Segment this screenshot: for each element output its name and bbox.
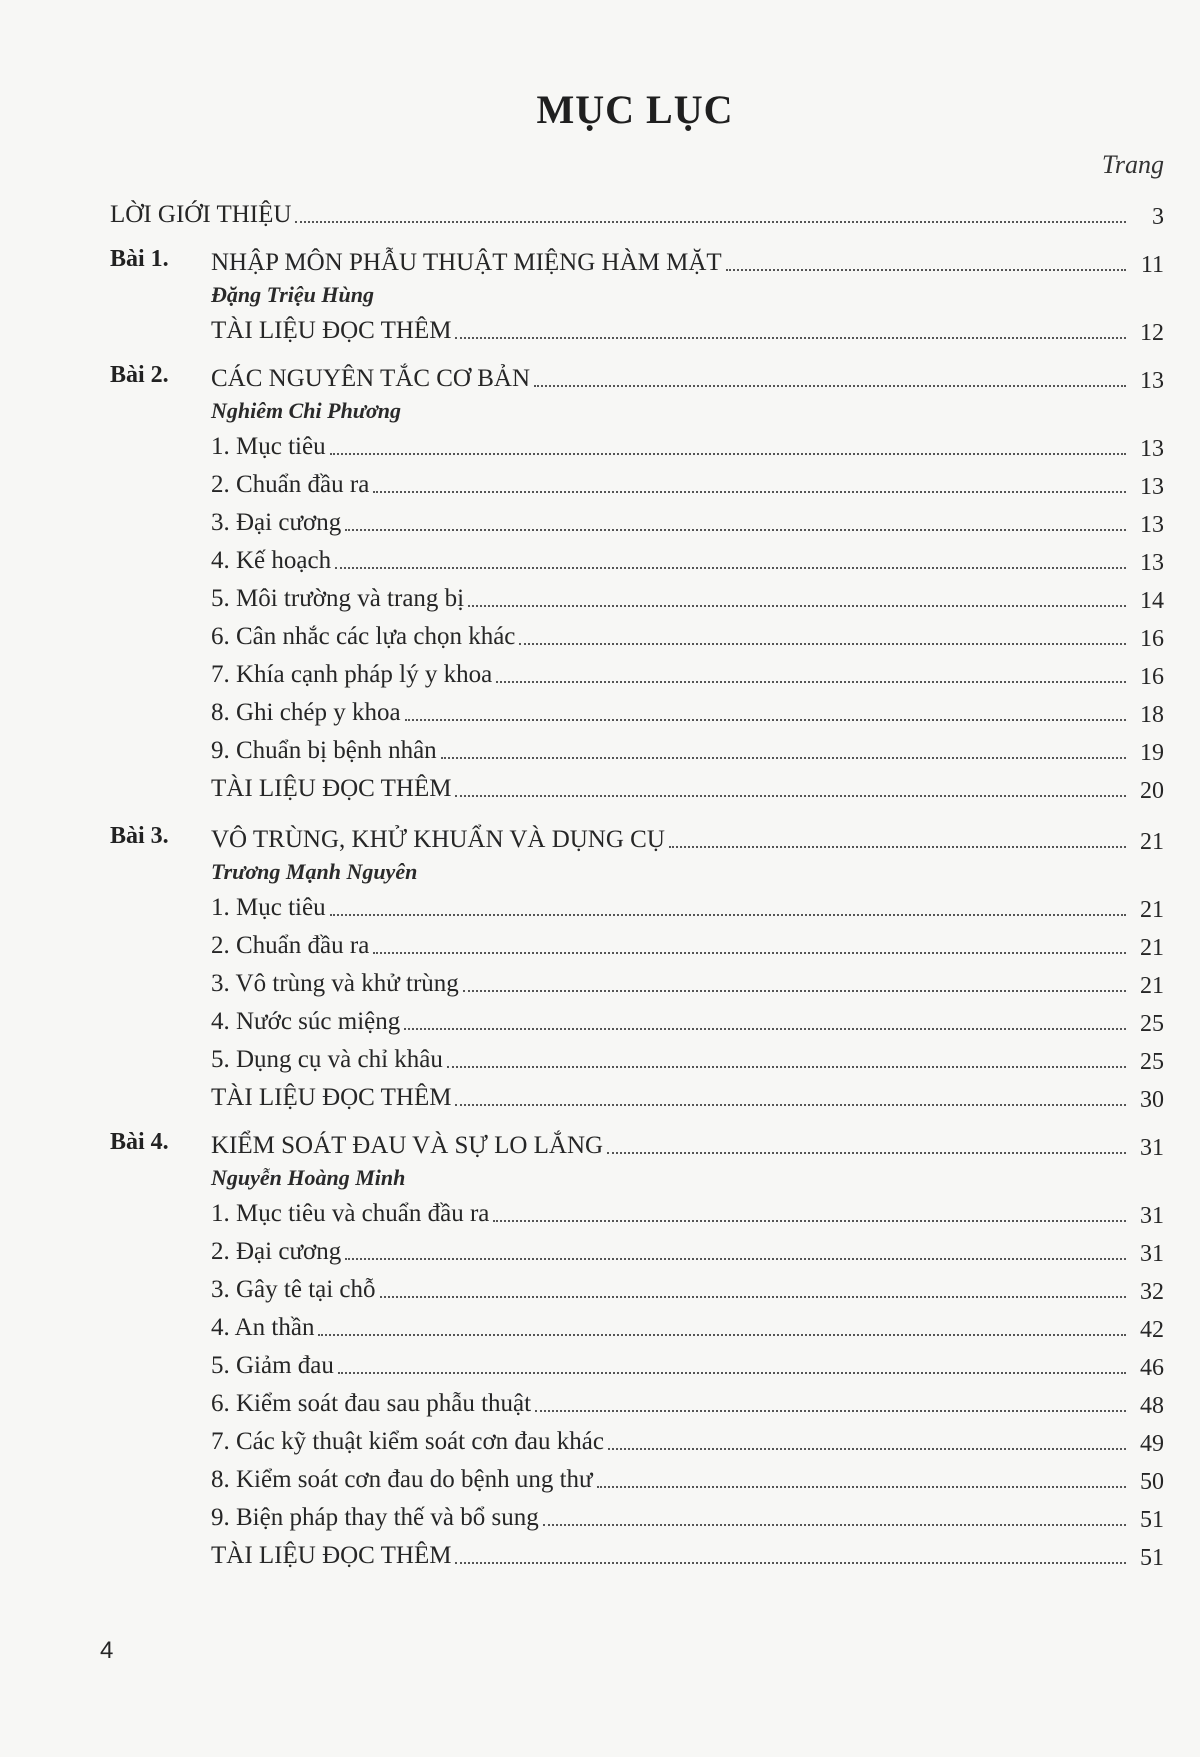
entry-title: KIỂM SOÁT ĐAU VÀ SỰ LO LẮNG: [211, 1132, 604, 1159]
entry-page: 31: [1140, 1203, 1164, 1229]
entry-title: 4. Nước súc miệng: [211, 1008, 401, 1035]
entry-leader-line: [211, 1347, 1132, 1381]
entry-title: CÁC NGUYÊN TẮC CƠ BẢN: [211, 365, 531, 392]
entry-title: TÀI LIỆU ĐỌC THÊM: [211, 1542, 452, 1569]
entry-leader-line: [211, 1499, 1132, 1533]
entry-page: 3: [1152, 204, 1164, 230]
dot-leader: [669, 845, 1126, 848]
entry-title: 5. Dụng cụ và chỉ khâu: [211, 1046, 443, 1073]
page-number: 4: [100, 1637, 114, 1664]
entry-leader-line: [211, 889, 1132, 923]
dot-leader: [335, 566, 1126, 569]
toc-subentry[interactable]: [0, 312, 1200, 346]
dot-leader: [608, 1447, 1126, 1450]
entry-page: 18: [1140, 702, 1164, 728]
toc-subentry[interactable]: [0, 542, 1200, 576]
toc-lesson-3[interactable]: [0, 821, 1200, 855]
dot-leader: [534, 384, 1126, 387]
toc-subentry[interactable]: [0, 694, 1200, 728]
toc-subentry[interactable]: [0, 1423, 1200, 1457]
entry-page: 20: [1140, 778, 1164, 804]
toc-lesson-2[interactable]: [0, 360, 1200, 394]
entry-page: 51: [1140, 1545, 1164, 1571]
entry-page: 13: [1140, 368, 1164, 394]
entry-leader-line: [211, 1003, 1132, 1037]
toc-subentry[interactable]: [0, 1461, 1200, 1495]
dot-leader: [455, 1103, 1126, 1106]
toc-subentry[interactable]: [0, 1271, 1200, 1305]
toc-subentry[interactable]: [0, 889, 1200, 923]
toc-subentry[interactable]: [0, 428, 1200, 462]
entry-page: 13: [1140, 512, 1164, 538]
entry-title: 5. Môi trường và trang bị: [211, 585, 465, 612]
entry-page: 48: [1140, 1393, 1164, 1419]
entry-page: 21: [1140, 935, 1164, 961]
entry-page: 13: [1140, 550, 1164, 576]
entry-page: 31: [1140, 1241, 1164, 1267]
entry-page: 46: [1140, 1355, 1164, 1381]
entry-leader-line: [211, 656, 1132, 690]
page-column-header: Trang: [1101, 150, 1164, 179]
entry-title: 6. Kiểm soát đau sau phẫu thuật: [211, 1390, 532, 1417]
entry-page: 49: [1140, 1431, 1164, 1457]
entry-leader-line: [211, 1385, 1132, 1419]
lesson-number: Bài 4.: [110, 1129, 169, 1155]
entry-title: 3. Gây tê tại chỗ: [211, 1276, 376, 1303]
toc-subentry[interactable]: [0, 732, 1200, 766]
entry-title: 4. An thần: [211, 1314, 315, 1341]
dot-leader: [543, 1523, 1126, 1526]
toc-subentry[interactable]: [0, 1385, 1200, 1419]
entry-title: 1. Mục tiêu: [211, 894, 326, 921]
lesson-number: Bài 2.: [110, 362, 169, 388]
dot-leader: [338, 1371, 1126, 1374]
entry-leader-line: [211, 1233, 1132, 1267]
dot-leader: [607, 1151, 1126, 1154]
dot-leader: [441, 756, 1126, 759]
entry-title: 3. Vô trùng và khử trùng: [211, 970, 459, 997]
entry-leader-line: [211, 1079, 1132, 1113]
toc-subentry[interactable]: [0, 1041, 1200, 1075]
toc-subentry[interactable]: [0, 770, 1200, 804]
entry-leader-line: [211, 580, 1132, 614]
dot-leader: [373, 951, 1126, 954]
entry-leader-line: [211, 1537, 1132, 1571]
entry-leader-line: [211, 965, 1132, 999]
entry-leader-line: [211, 618, 1132, 652]
entry-page: 50: [1140, 1469, 1164, 1495]
dot-leader: [345, 528, 1126, 531]
toc-lesson-1[interactable]: [0, 244, 1200, 278]
entry-title: 9. Biện pháp thay thế và bổ sung: [211, 1504, 539, 1531]
entry-page: 30: [1140, 1087, 1164, 1113]
toc-subentry[interactable]: [0, 1347, 1200, 1381]
entry-leader-line: [211, 504, 1132, 538]
entry-leader-line: [211, 1423, 1132, 1457]
entry-page: 13: [1140, 474, 1164, 500]
entry-leader-line: [211, 244, 1132, 278]
entry-title: LỜI GIỚI THIỆU: [110, 201, 292, 228]
entry-leader-line: [211, 1309, 1132, 1343]
dot-leader: [519, 642, 1126, 645]
toc-subentry[interactable]: [0, 1233, 1200, 1267]
toc-subentry[interactable]: [0, 580, 1200, 614]
entry-page: 16: [1140, 664, 1164, 690]
entry-title: 7. Các kỹ thuật kiểm soát cơn đau khác: [211, 1428, 604, 1455]
entry-title: 8. Ghi chép y khoa: [211, 699, 401, 726]
dot-leader: [468, 604, 1126, 607]
dot-leader: [493, 1219, 1126, 1222]
lesson-author: Nghiêm Chi Phương: [211, 398, 402, 423]
dot-leader: [726, 268, 1126, 271]
entry-page: 32: [1140, 1279, 1164, 1305]
toc-subentry[interactable]: [0, 927, 1200, 961]
entry-title: 6. Cân nhắc các lựa chọn khác: [211, 623, 516, 650]
lesson-number: Bài 1.: [110, 246, 169, 272]
toc-subentry[interactable]: [0, 466, 1200, 500]
dot-leader: [405, 718, 1126, 721]
entry-leader-line: [211, 732, 1132, 766]
entry-title: TÀI LIỆU ĐỌC THÊM: [211, 317, 452, 344]
entry-leader-line: [211, 694, 1132, 728]
dot-leader: [455, 794, 1126, 797]
entry-page: 21: [1140, 973, 1164, 999]
entry-leader-line: [211, 542, 1132, 576]
entry-page: 19: [1140, 740, 1164, 766]
entry-title: 7. Khía cạnh pháp lý y khoa: [211, 661, 493, 688]
entry-leader-line: [211, 1041, 1132, 1075]
dot-leader: [404, 1027, 1126, 1030]
entry-page: 12: [1140, 320, 1164, 346]
lesson-number: Bài 3.: [110, 823, 169, 849]
toc-subentry[interactable]: [0, 1079, 1200, 1113]
entry-title: 9. Chuẩn bị bệnh nhân: [211, 737, 437, 764]
entry-page: 13: [1140, 436, 1164, 462]
toc-subentry[interactable]: [0, 1195, 1200, 1229]
entry-leader-line: [110, 196, 1132, 230]
entry-page: 42: [1140, 1317, 1164, 1343]
lesson-author: Nguyễn Hoàng Minh: [211, 1165, 406, 1190]
toc-subentry[interactable]: [0, 1537, 1200, 1571]
dot-leader: [597, 1485, 1126, 1488]
entry-title: 2. Chuẩn đầu ra: [211, 471, 370, 498]
entry-page: 51: [1140, 1507, 1164, 1533]
entry-page: 25: [1140, 1049, 1164, 1075]
entry-title: 4. Kế hoạch: [211, 547, 332, 574]
entry-title: TÀI LIỆU ĐỌC THÊM: [211, 1084, 452, 1111]
dot-leader: [535, 1409, 1126, 1412]
entry-page: 25: [1140, 1011, 1164, 1037]
toc-subentry[interactable]: [0, 656, 1200, 690]
lesson-author: Trương Mạnh Nguyên: [211, 859, 418, 884]
entry-leader-line: [211, 927, 1132, 961]
entry-leader-line: [211, 1461, 1132, 1495]
entry-leader-line: [211, 312, 1132, 346]
dot-leader: [330, 913, 1126, 916]
toc-subentry[interactable]: [0, 504, 1200, 538]
dot-leader: [295, 220, 1126, 223]
page-title: MỤC LỤC: [536, 87, 734, 132]
toc-subentry[interactable]: [0, 1499, 1200, 1533]
entry-page: 16: [1140, 626, 1164, 652]
dot-leader: [463, 989, 1126, 992]
entry-title: 5. Giảm đau: [211, 1352, 334, 1379]
toc-subentry[interactable]: [0, 618, 1200, 652]
entry-title: VÔ TRÙNG, KHỬ KHUẨN VÀ DỤNG CỤ: [211, 826, 665, 853]
dot-leader: [373, 490, 1126, 493]
entry-title: 8. Kiểm soát cơn đau do bệnh ung thư: [211, 1466, 593, 1493]
entry-page: 31: [1140, 1135, 1164, 1161]
entry-title: 1. Mục tiêu: [211, 433, 326, 460]
entry-page: 21: [1140, 829, 1164, 855]
dot-leader: [496, 680, 1126, 683]
entry-page: 21: [1140, 897, 1164, 923]
entry-title: 2. Đại cương: [211, 1238, 342, 1265]
entry-leader-line: [211, 770, 1132, 804]
entry-title: NHẬP MÔN PHẪU THUẬT MIỆNG HÀM MẶT: [211, 249, 722, 276]
dot-leader: [455, 336, 1126, 339]
entry-leader-line: [211, 360, 1132, 394]
entry-title: 3. Đại cương: [211, 509, 342, 536]
entry-page: 14: [1140, 588, 1164, 614]
entry-leader-line: [211, 1195, 1132, 1229]
entry-leader-line: [211, 1271, 1132, 1305]
entry-page: 11: [1140, 252, 1164, 278]
dot-leader: [455, 1561, 1126, 1564]
toc-subentry[interactable]: [0, 965, 1200, 999]
lesson-author: Đặng Triệu Hùng: [211, 282, 375, 307]
dot-leader: [447, 1065, 1126, 1068]
dot-leader: [330, 452, 1126, 455]
entry-leader-line: [211, 466, 1132, 500]
entry-leader-line: [211, 1127, 1132, 1161]
dot-leader: [380, 1295, 1126, 1298]
toc-entry-intro[interactable]: [0, 196, 1200, 230]
toc-subentry[interactable]: [0, 1003, 1200, 1037]
toc-subentry[interactable]: [0, 1309, 1200, 1343]
entry-leader-line: [211, 428, 1132, 462]
entry-title: 1. Mục tiêu và chuẩn đầu ra: [211, 1200, 490, 1227]
entry-title: 2. Chuẩn đầu ra: [211, 932, 370, 959]
dot-leader: [318, 1333, 1126, 1336]
dot-leader: [345, 1257, 1126, 1260]
toc-lesson-4[interactable]: [0, 1127, 1200, 1161]
entry-leader-line: [211, 821, 1132, 855]
entry-title: TÀI LIỆU ĐỌC THÊM: [211, 775, 452, 802]
